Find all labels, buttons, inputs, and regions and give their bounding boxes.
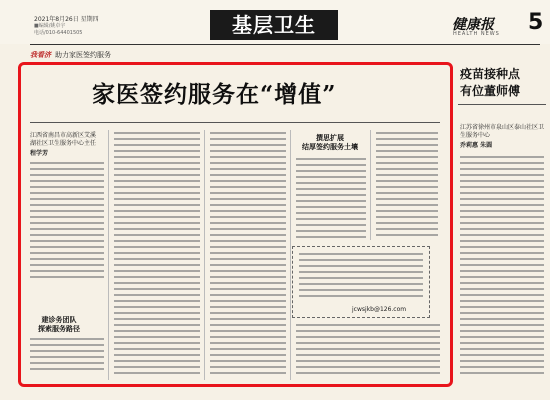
masthead-divider	[30, 44, 540, 45]
editor-info: ■编辑/姚卓宇	[34, 23, 66, 29]
sidebar-byline	[460, 124, 546, 150]
issue-date: 2021年8月26日 星期四	[34, 16, 99, 23]
headline-divider	[30, 122, 440, 123]
column-separator	[108, 130, 109, 380]
body-text-col2	[114, 132, 200, 378]
newspaper-logo-english: HEALTH NEWS	[453, 31, 500, 37]
sidebar-byline-org: 江苏省徐州市泉山区泰山社区卫生服务中心	[460, 124, 545, 139]
body-text-bottom	[296, 324, 440, 378]
column-separator	[290, 130, 291, 380]
byline-author: 程学芳	[30, 150, 49, 157]
body-text-col1	[30, 162, 104, 282]
body-text-col5	[376, 132, 438, 240]
subhead-1: 建诊务团队 探索服务路径	[38, 316, 80, 333]
column-tag	[30, 50, 111, 60]
sidebar-headline: 疫苗接种点 有位董师傅	[460, 67, 521, 98]
body-text-col1b	[30, 338, 104, 374]
column-separator	[370, 130, 371, 240]
sidebar-byline-author: 乔莉惠 朱圆	[460, 142, 493, 149]
article-byline	[30, 132, 100, 158]
column-separator	[204, 130, 205, 380]
editor-phone: 电话/010-64401505	[34, 30, 83, 36]
submission-email: jcwsjkb@126.com	[352, 306, 407, 313]
sidebar-body-text	[460, 156, 544, 378]
byline-org: 江西省南昌市高新区艾溪湖社区卫生服务中心主任	[30, 132, 97, 147]
sidebar-divider	[458, 104, 546, 105]
masthead	[0, 0, 550, 44]
body-text-col4	[296, 158, 366, 242]
column-tag-text: 助力家医签约服务	[55, 51, 111, 59]
subhead-2: 撰思扩展 结厚签约服务土壤	[302, 134, 358, 151]
body-text-col3	[210, 132, 286, 378]
section-title: 基层卫生	[210, 10, 338, 40]
article-headline: 家医签约服务在“增值”	[92, 81, 337, 108]
newspaper-logo: 健康报	[452, 17, 494, 33]
page-number: 5	[528, 10, 544, 35]
column-tag-label: 我看济	[30, 51, 51, 59]
